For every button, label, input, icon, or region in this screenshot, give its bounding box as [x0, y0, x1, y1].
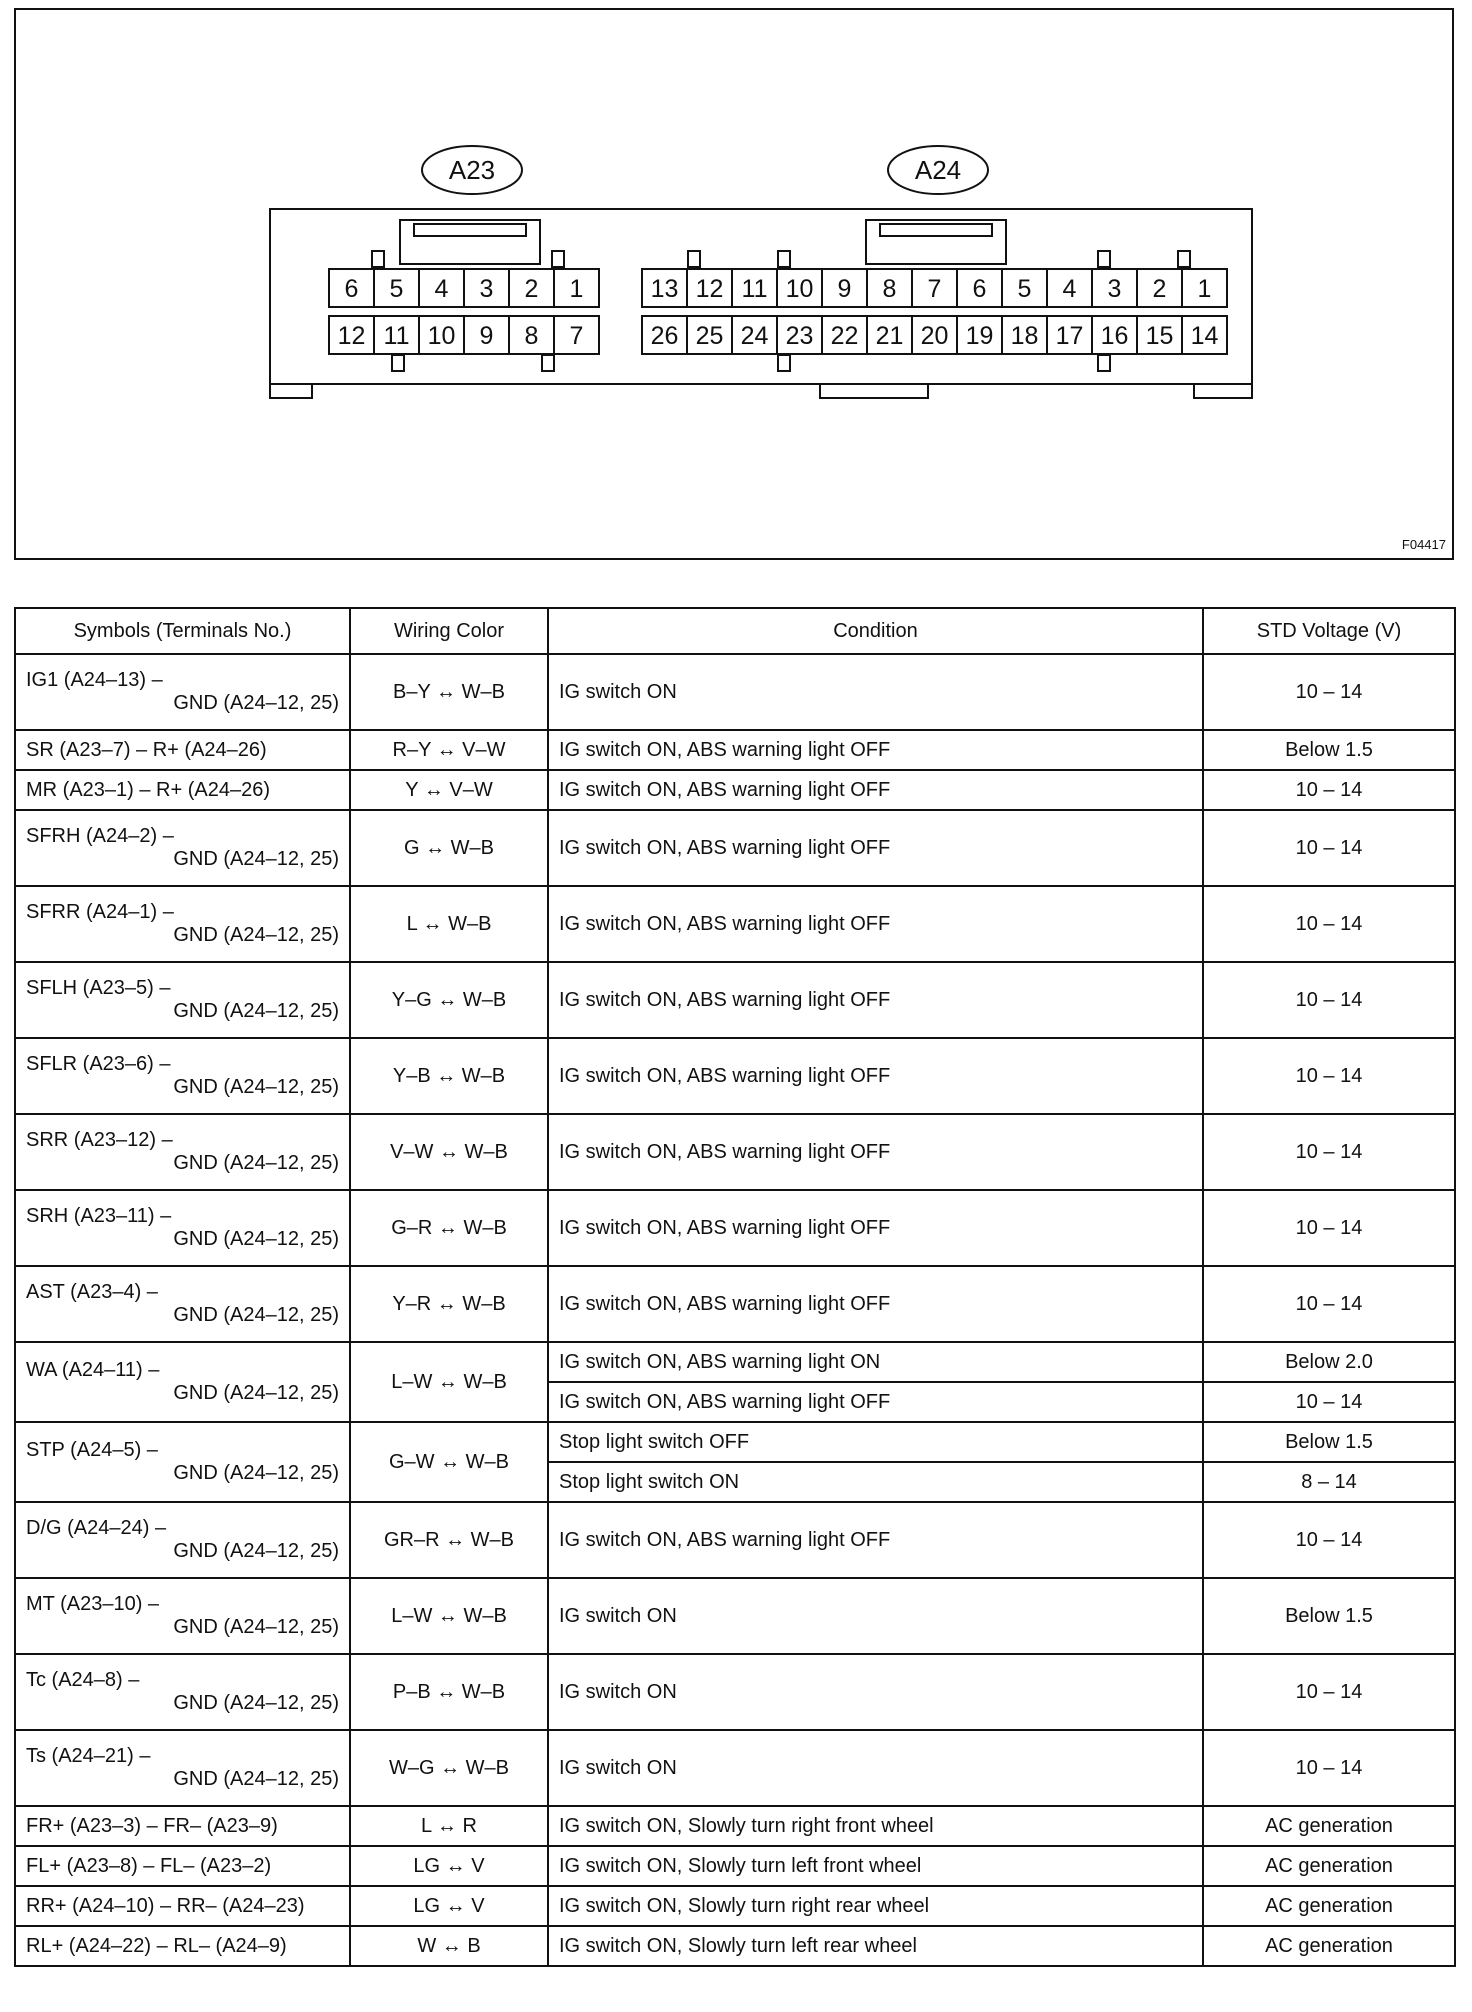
cell-condition: IG switch ON, ABS warning light OFF — [548, 730, 1203, 770]
symbol-ground-text: GND (A24–12, 25) — [173, 1616, 339, 1638]
cell-std-voltage: 10 – 14 — [1203, 810, 1455, 886]
table-row — [15, 1266, 1455, 1342]
cell-symbol — [15, 886, 350, 962]
symbol-text: FR+ (A23–3) – FR– (A23–9) — [26, 1814, 278, 1837]
header-wiring-color: Wiring Color — [350, 608, 548, 654]
terminal-number: 11 — [741, 275, 768, 303]
cell-wiring-color: W ↔ B — [350, 1926, 548, 1966]
cell-std-voltage: Below 2.0 — [1203, 1342, 1455, 1382]
symbol-text: SFRR (A24–1) – — [26, 901, 174, 923]
terminal-lock-tab — [688, 251, 700, 267]
cell-std-voltage: 10 – 14 — [1203, 1190, 1455, 1266]
table-row — [15, 770, 1455, 810]
cell-condition: IG switch ON, Slowly turn right front wheel — [548, 1806, 1203, 1846]
cell-std-voltage: 10 – 14 — [1203, 1654, 1455, 1730]
terminal-lock-tab — [778, 355, 790, 371]
terminal-number: 10 — [785, 275, 814, 303]
cell-symbol — [15, 1114, 350, 1190]
connector-latch-slot — [414, 224, 526, 236]
symbol-text: SFRH (A24–2) – — [26, 825, 174, 847]
housing-foot — [270, 384, 312, 398]
cell-symbol — [15, 1654, 350, 1730]
cell-condition: IG switch ON, ABS warning light ON — [548, 1342, 1203, 1382]
table-row — [15, 1846, 1455, 1886]
table-row — [15, 1654, 1455, 1730]
cell-wiring-color: R–Y ↔ V–W — [350, 730, 548, 770]
cell-std-voltage: 10 – 14 — [1203, 770, 1455, 810]
cell-wiring-color: L ↔ W–B — [350, 886, 548, 962]
symbol-text: SRH (A23–11) – — [26, 1205, 172, 1227]
symbol-ground-text: GND (A24–12, 25) — [173, 1304, 339, 1326]
terminal-number: 12 — [695, 275, 724, 303]
cell-wiring-color: B–Y ↔ W–B — [350, 654, 548, 730]
header-symbols: Symbols (Terminals No.) — [15, 608, 350, 654]
symbol-text: MT (A23–10) – — [26, 1593, 160, 1615]
cell-symbol — [15, 962, 350, 1038]
cell-condition: IG switch ON — [548, 1730, 1203, 1806]
terminal-number: 8 — [882, 275, 897, 303]
terminal-number: 6 — [344, 275, 359, 303]
terminal-number: 23 — [785, 322, 814, 350]
cell-std-voltage: 10 – 14 — [1203, 1038, 1455, 1114]
cell-std-voltage: 10 – 14 — [1203, 1382, 1455, 1422]
cell-wiring-color: Y–G ↔ W–B — [350, 962, 548, 1038]
cell-condition: IG switch ON, ABS warning light OFF — [548, 810, 1203, 886]
cell-symbol — [15, 1038, 350, 1114]
housing-foot — [1194, 384, 1252, 398]
symbol-ground-text: GND (A24–12, 25) — [173, 1768, 339, 1790]
terminal-number: 10 — [427, 322, 456, 350]
symbol-text: WA (A24–11) – — [26, 1359, 160, 1381]
cell-condition: IG switch ON, ABS warning light OFF — [548, 1266, 1203, 1342]
cell-wiring-color: Y ↔ V–W — [350, 770, 548, 810]
symbol-text: SRR (A23–12) – — [26, 1129, 173, 1151]
symbol-ground-text: GND (A24–12, 25) — [173, 1462, 339, 1484]
cell-std-voltage: Below 1.5 — [1203, 730, 1455, 770]
cell-std-voltage: 10 – 14 — [1203, 1266, 1455, 1342]
terminal-number: 2 — [524, 275, 539, 303]
symbol-text: Ts (A24–21) – — [26, 1745, 151, 1767]
cell-wiring-color: V–W ↔ W–B — [350, 1114, 548, 1190]
terminal-number: 4 — [434, 275, 449, 303]
cell-symbol — [15, 654, 350, 730]
terminal-number: 18 — [1010, 322, 1039, 350]
terminal-number: 25 — [695, 322, 724, 350]
cell-std-voltage: Below 1.5 — [1203, 1422, 1455, 1462]
table-row — [15, 1114, 1455, 1190]
symbol-text: IG1 (A24–13) – — [26, 669, 163, 691]
table-row — [15, 1190, 1455, 1266]
cell-std-voltage: 10 – 14 — [1203, 1730, 1455, 1806]
terminal-number: 6 — [972, 275, 987, 303]
cell-condition: Stop light switch OFF — [548, 1422, 1203, 1462]
table-row — [15, 1806, 1455, 1846]
terminal-lock-tab — [778, 251, 790, 267]
cell-symbol — [15, 1578, 350, 1654]
terminal-number: 1 — [1197, 275, 1212, 303]
terminal-number: 3 — [479, 275, 494, 303]
symbol-text: RR+ (A24–10) – RR– (A24–23) — [26, 1894, 305, 1917]
cell-wiring-color: G–R ↔ W–B — [350, 1190, 548, 1266]
terminal-number: 7 — [927, 275, 942, 303]
terminal-spec-table — [14, 607, 1456, 1967]
terminal-number: 2 — [1152, 275, 1167, 303]
cell-symbol — [15, 1422, 350, 1502]
cell-symbol — [15, 1730, 350, 1806]
terminal-number: 5 — [1017, 275, 1032, 303]
symbol-text: Tc (A24–8) – — [26, 1669, 140, 1691]
cell-condition: IG switch ON, Slowly turn left front wheel — [548, 1846, 1203, 1886]
terminal-number: 24 — [740, 322, 769, 350]
figure-code: F04417 — [1401, 537, 1446, 552]
terminal-number: 5 — [389, 275, 404, 303]
connector-diagram — [14, 8, 1454, 560]
cell-std-voltage: AC generation — [1203, 1886, 1455, 1926]
connector-latch — [400, 220, 540, 264]
terminal-lock-tab — [1098, 355, 1110, 371]
symbol-ground-text: GND (A24–12, 25) — [173, 1000, 339, 1022]
cell-condition: IG switch ON, Slowly turn left rear wheel — [548, 1926, 1203, 1966]
cell-std-voltage: 10 – 14 — [1203, 962, 1455, 1038]
cell-wiring-color: W–G ↔ W–B — [350, 1730, 548, 1806]
terminal-number: 14 — [1190, 322, 1219, 350]
cell-wiring-color: LG ↔ V — [350, 1886, 548, 1926]
table-body — [15, 654, 1455, 1966]
symbol-ground-text: GND (A24–12, 25) — [173, 1540, 339, 1562]
cell-condition: IG switch ON, ABS warning light OFF — [548, 1502, 1203, 1578]
symbol-ground-text: GND (A24–12, 25) — [173, 692, 339, 714]
table-row — [15, 1926, 1455, 1966]
cell-wiring-color: Y–B ↔ W–B — [350, 1038, 548, 1114]
table-row — [15, 886, 1455, 962]
terminal-number: 13 — [650, 275, 679, 303]
cell-wiring-color: GR–R ↔ W–B — [350, 1502, 548, 1578]
table-row — [15, 962, 1455, 1038]
symbol-ground-text: GND (A24–12, 25) — [173, 848, 339, 870]
cell-condition: IG switch ON, Slowly turn right rear wheel — [548, 1886, 1203, 1926]
cell-wiring-color: G–W ↔ W–B — [350, 1422, 548, 1502]
cell-wiring-color: L ↔ R — [350, 1806, 548, 1846]
connector-drawing — [16, 10, 1452, 558]
symbol-text: STP (A24–5) – — [26, 1439, 158, 1461]
terminal-number: 22 — [830, 322, 859, 350]
symbol-ground-text: GND (A24–12, 25) — [173, 1152, 339, 1174]
terminal-lock-tab — [1098, 251, 1110, 267]
cell-symbol — [15, 1502, 350, 1578]
symbol-ground-text: GND (A24–12, 25) — [173, 1228, 339, 1250]
cell-symbol — [15, 1926, 350, 1966]
cell-condition: IG switch ON, ABS warning light OFF — [548, 1382, 1203, 1422]
cell-std-voltage: 10 – 14 — [1203, 886, 1455, 962]
cell-condition: IG switch ON, ABS warning light OFF — [548, 886, 1203, 962]
cell-condition: IG switch ON — [548, 1654, 1203, 1730]
symbol-text: AST (A23–4) – — [26, 1281, 158, 1303]
table-row — [15, 1578, 1455, 1654]
terminal-number: 1 — [569, 275, 584, 303]
cell-condition: Stop light switch ON — [548, 1462, 1203, 1502]
cell-wiring-color: LG ↔ V — [350, 1846, 548, 1886]
cell-symbol — [15, 1886, 350, 1926]
cell-std-voltage: 10 – 14 — [1203, 1502, 1455, 1578]
cell-wiring-color: L–W ↔ W–B — [350, 1342, 548, 1422]
symbol-text: RL+ (A24–22) – RL– (A24–9) — [26, 1934, 287, 1957]
table-row — [15, 730, 1455, 770]
terminal-lock-tab — [542, 355, 554, 371]
table-row — [15, 1422, 1455, 1462]
table-row — [15, 1886, 1455, 1926]
cell-condition: IG switch ON, ABS warning light OFF — [548, 962, 1203, 1038]
symbol-text: MR (A23–1) – R+ (A24–26) — [26, 778, 271, 801]
cell-condition: IG switch ON — [548, 654, 1203, 730]
cell-condition: IG switch ON, ABS warning light OFF — [548, 1190, 1203, 1266]
cell-std-voltage: AC generation — [1203, 1926, 1455, 1966]
table-row — [15, 1342, 1455, 1382]
table-row — [15, 654, 1455, 730]
cell-wiring-color: L–W ↔ W–B — [350, 1578, 548, 1654]
terminal-number: 7 — [569, 322, 584, 350]
table-row — [15, 1502, 1455, 1578]
cell-symbol — [15, 770, 350, 810]
cell-std-voltage: 10 – 14 — [1203, 1114, 1455, 1190]
cell-symbol — [15, 1846, 350, 1886]
connector-latch-slot — [880, 224, 992, 236]
terminal-number: 15 — [1145, 322, 1174, 350]
terminal-lock-tab — [552, 251, 564, 267]
symbol-text: SFLR (A23–6) – — [26, 1053, 171, 1075]
symbol-text: SFLH (A23–5) – — [26, 977, 171, 999]
header-std-voltage: STD Voltage (V) — [1203, 608, 1455, 654]
terminal-number: 3 — [1107, 275, 1122, 303]
terminal-number: 17 — [1055, 322, 1084, 350]
symbol-text: D/G (A24–24) – — [26, 1517, 167, 1539]
cell-std-voltage: 10 – 14 — [1203, 654, 1455, 730]
cell-symbol — [15, 1806, 350, 1846]
cell-wiring-color: P–B ↔ W–B — [350, 1654, 548, 1730]
connector-label: A24 — [914, 155, 962, 185]
cell-condition: IG switch ON — [548, 1578, 1203, 1654]
cell-condition: IG switch ON, ABS warning light OFF — [548, 770, 1203, 810]
terminal-number: 21 — [875, 322, 904, 350]
terminal-number: 16 — [1100, 322, 1129, 350]
terminal-number: 9 — [479, 322, 494, 350]
cell-wiring-color: Y–R ↔ W–B — [350, 1266, 548, 1342]
symbol-ground-text: GND (A24–12, 25) — [173, 1692, 339, 1714]
connector-label: A23 — [448, 155, 496, 185]
cell-std-voltage: Below 1.5 — [1203, 1578, 1455, 1654]
connector-latch — [866, 220, 1006, 264]
cell-symbol — [15, 1266, 350, 1342]
header-condition: Condition — [548, 608, 1203, 654]
table-header-row — [15, 608, 1455, 654]
symbol-ground-text: GND (A24–12, 25) — [173, 1076, 339, 1098]
symbol-text: FL+ (A23–8) – FL– (A23–2) — [26, 1854, 272, 1877]
terminal-number: 11 — [383, 322, 410, 350]
cell-condition: IG switch ON, ABS warning light OFF — [548, 1114, 1203, 1190]
table-row — [15, 1730, 1455, 1806]
table-row — [15, 810, 1455, 886]
cell-std-voltage: 8 – 14 — [1203, 1462, 1455, 1502]
terminal-lock-tab — [372, 251, 384, 267]
housing-foot — [820, 384, 928, 398]
cell-std-voltage: AC generation — [1203, 1846, 1455, 1886]
terminal-number: 20 — [920, 322, 949, 350]
cell-condition: IG switch ON, ABS warning light OFF — [548, 1038, 1203, 1114]
terminal-number: 9 — [837, 275, 852, 303]
cell-symbol — [15, 1190, 350, 1266]
cell-symbol — [15, 810, 350, 886]
symbol-ground-text: GND (A24–12, 25) — [173, 1382, 339, 1404]
table-row — [15, 1038, 1455, 1114]
terminal-lock-tab — [392, 355, 404, 371]
cell-symbol — [15, 1342, 350, 1422]
terminal-number: 26 — [650, 322, 679, 350]
terminal-lock-tab — [1178, 251, 1190, 267]
symbol-ground-text: GND (A24–12, 25) — [173, 924, 339, 946]
cell-wiring-color: G ↔ W–B — [350, 810, 548, 886]
terminal-number: 8 — [524, 322, 539, 350]
cell-symbol — [15, 730, 350, 770]
terminal-number: 12 — [337, 322, 366, 350]
cell-std-voltage: AC generation — [1203, 1806, 1455, 1846]
terminal-number: 4 — [1062, 275, 1077, 303]
terminal-number: 19 — [965, 322, 994, 350]
symbol-text: SR (A23–7) – R+ (A24–26) — [26, 738, 267, 761]
